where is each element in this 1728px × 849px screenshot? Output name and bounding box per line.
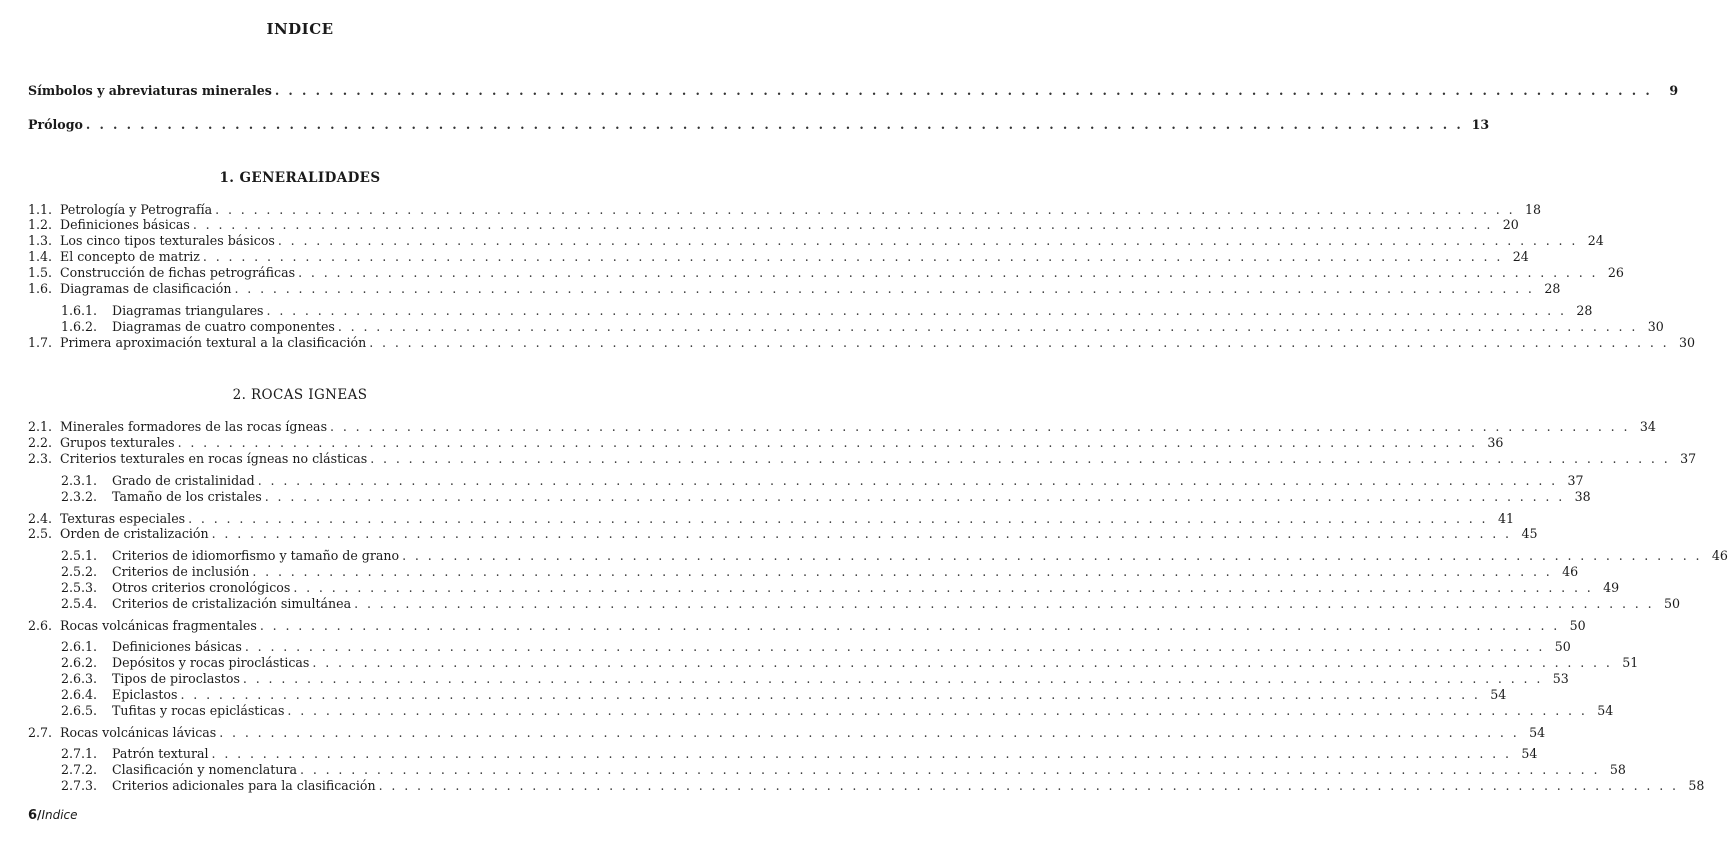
toc-entry-number: 1.6.2. (61, 319, 98, 334)
toc-entry-title: Grado de cristalinidad (112, 473, 255, 488)
toc-entry-title: Patrón textural (112, 746, 209, 761)
toc-subentry (61, 473, 1584, 488)
toc-entry-prologue (28, 117, 1490, 132)
toc-entry-title: Grupos texturales (60, 435, 175, 450)
dot-leader (370, 452, 1670, 466)
toc-entry-title: Criterios de inclusión (112, 564, 250, 579)
toc-entry-page: 18 (1525, 202, 1542, 217)
dot-leader (252, 565, 1552, 579)
toc-subentry (61, 548, 1728, 563)
toc-entry-number: 2.6.1. (61, 639, 98, 654)
toc-entry (28, 419, 1656, 434)
toc-entry-page: 58 (1688, 778, 1705, 793)
toc-entry-title: Símbolos y abreviaturas minerales (28, 83, 272, 98)
toc-subentry (61, 303, 1593, 318)
toc-subentry (61, 762, 1626, 777)
toc-entry-number: 2.3. (28, 451, 53, 466)
section-title-rocas-igneas: 2. ROCAS IGNEAS (232, 387, 368, 403)
dot-leader (298, 266, 1598, 280)
toc-entry-title: Diagramas triangulares (112, 303, 264, 318)
dot-leader (300, 763, 1600, 777)
toc-entry-title: Criterios texturales en rocas ígneas no clásticas (60, 451, 368, 466)
toc-entry-title: Criterios de cristalización simultánea (112, 596, 352, 611)
toc-entry-number: 2.2. (28, 435, 53, 450)
toc-entry-number: 1.4. (28, 249, 53, 264)
toc-entry-page: 28 (1576, 303, 1593, 318)
toc-entry-page: 46 (1711, 548, 1728, 563)
dot-leader (330, 420, 1630, 434)
toc-subentry (61, 319, 1664, 334)
toc-entry-page: 13 (1471, 117, 1490, 132)
toc-entry-title: Otros criterios cronológicos (112, 580, 291, 595)
dot-leader (265, 490, 1565, 504)
toc-entry-number: 2.5.2. (61, 564, 98, 579)
toc-entry-number: 2.3.2. (61, 489, 98, 504)
toc-subentry (61, 580, 1620, 595)
toc-entry (28, 725, 1546, 740)
toc-subentry (61, 489, 1591, 504)
dot-leader (219, 726, 1519, 740)
dot-leader (402, 549, 1702, 563)
toc-entry-number: 1.5. (28, 265, 53, 280)
toc-entry-number: 2.4. (28, 511, 53, 526)
toc-entry (28, 511, 1514, 526)
toc-entry-title: Diagramas de clasificación (60, 281, 232, 296)
toc-entry-number: 1.6.1. (61, 303, 98, 318)
toc-entry-page: 54 (1597, 703, 1614, 718)
toc-entry-page: 34 (1639, 419, 1656, 434)
dot-leader (338, 320, 1638, 334)
toc-entry-page: 45 (1521, 526, 1538, 541)
toc-entry-number: 2.7. (28, 725, 53, 740)
toc-entry-title: Petrología y Petrografía (60, 202, 213, 217)
toc-entry-title: Definiciones básicas (60, 217, 190, 232)
toc-entry-number: 2.5.3. (61, 580, 98, 595)
toc-entry-title: Clasificación y nomenclatura (112, 762, 298, 777)
toc-entry-title: Prólogo (28, 117, 83, 132)
toc-entry-number: 1.2. (28, 217, 53, 232)
dot-leader (215, 203, 1515, 217)
toc-entry-page: 41 (1497, 511, 1514, 526)
dot-leader (260, 619, 1560, 633)
toc-entry-title: Primera aproximación textural a la clasificación (60, 335, 367, 350)
toc-entry (28, 217, 1519, 232)
dot-leader (203, 250, 1503, 264)
toc-subentry (61, 687, 1507, 702)
toc-entry-page: 20 (1502, 217, 1519, 232)
toc-entry (28, 435, 1504, 450)
dot-leader (293, 581, 1593, 595)
toc-entry-number: 1.7. (28, 335, 53, 350)
dot-leader (188, 512, 1488, 526)
toc-entry (28, 526, 1538, 541)
dot-leader (267, 304, 1567, 318)
toc-entry-page: 30 (1679, 335, 1696, 350)
toc-entry-number: 2.7.2. (61, 762, 98, 777)
footer-label: Indice (41, 808, 78, 822)
toc-entry-page: 38 (1574, 489, 1591, 504)
toc-entry-page: 28 (1544, 281, 1561, 296)
dot-leader (369, 336, 1669, 350)
toc-entry-page: 50 (1569, 618, 1586, 633)
dot-leader (86, 118, 1463, 132)
toc-entry-page: 26 (1607, 265, 1624, 280)
page-footer (28, 808, 78, 823)
toc-entry-number: 2.3.1. (61, 473, 98, 488)
toc-subentry (61, 746, 1538, 761)
toc-entry-number: 2.6. (28, 618, 53, 633)
dot-leader (212, 747, 1512, 761)
page-title: INDICE (266, 20, 334, 38)
dot-leader (354, 597, 1654, 611)
toc-entry-title: Texturas especiales (60, 511, 186, 526)
toc-entry-page: 24 (1512, 249, 1529, 264)
toc-subentry (61, 596, 1680, 611)
toc-entry-title: Tipos de piroclastos (112, 671, 240, 686)
toc-entry-number: 1.6. (28, 281, 53, 296)
footer-page-number: 6 (28, 808, 38, 823)
toc-entry-page: 54 (1529, 725, 1546, 740)
toc-entry-page: 54 (1521, 746, 1538, 761)
toc-entry (28, 618, 1586, 633)
toc-entry-title: Tamaño de los cristales (112, 489, 262, 504)
toc-entry (28, 335, 1696, 350)
toc-entry-page: 54 (1490, 687, 1507, 702)
toc-entry-page: 36 (1487, 435, 1504, 450)
toc-entry (28, 249, 1529, 264)
toc-entry (28, 233, 1604, 248)
toc-entry-title: Tufitas y rocas epiclásticas (112, 703, 285, 718)
toc-subentry (61, 564, 1579, 579)
toc-entry-page: 51 (1622, 655, 1639, 670)
dot-leader (287, 704, 1587, 718)
dot-leader (275, 84, 1652, 98)
toc-entry-title: Definiciones básicas (112, 639, 242, 654)
toc-entry-title: Rocas volcánicas fragmentales (60, 618, 257, 633)
toc-entry-page: 50 (1554, 639, 1571, 654)
toc-entry-number: 2.6.5. (61, 703, 98, 718)
toc-entry-page: 49 (1603, 580, 1620, 595)
toc-entry-title: Epiclastos (112, 687, 178, 702)
footer-separator: / (37, 808, 42, 822)
toc-entry-page: 24 (1587, 233, 1604, 248)
dot-leader (312, 656, 1612, 670)
toc-entry-symbols (28, 83, 1679, 98)
dot-leader (258, 474, 1558, 488)
dot-leader (212, 527, 1512, 541)
toc-entry-title: Rocas volcánicas lávicas (60, 725, 217, 740)
toc-entry-title: Minerales formadores de las rocas ígneas (60, 419, 328, 434)
toc-entry-title: Criterios adicionales para la clasificación (112, 778, 376, 793)
toc-entry (28, 265, 1624, 280)
toc-entry-title: Criterios de idiomorfismo y tamaño de grano (112, 548, 400, 563)
dot-leader (278, 234, 1578, 248)
toc-entry-page: 37 (1680, 451, 1697, 466)
toc-entry-page: 53 (1552, 671, 1569, 686)
toc-entry-page: 50 (1663, 596, 1680, 611)
toc-entry-page: 58 (1609, 762, 1626, 777)
toc-entry-page: 9 (1669, 83, 1679, 98)
toc-entry-title: Los cinco tipos texturales básicos (60, 233, 275, 248)
toc-entry-number: 2.6.2. (61, 655, 98, 670)
toc-entry-title: Diagramas de cuatro componentes (112, 319, 335, 334)
toc-entry-title: Depósitos y rocas piroclásticas (112, 655, 310, 670)
toc-entry-number: 1.1. (28, 202, 53, 217)
toc-entry-title: Construcción de fichas petrográficas (60, 265, 296, 280)
toc-entry-number: 2.6.4. (61, 687, 98, 702)
toc-entry-page: 46 (1562, 564, 1579, 579)
toc-entry-number: 2.7.1. (61, 746, 98, 761)
toc-entry-title: Orden de cristalización (60, 526, 209, 541)
toc-entry-number: 2.6.3. (61, 671, 98, 686)
toc-entry-page: 37 (1567, 473, 1584, 488)
dot-leader (234, 282, 1534, 296)
toc-entry-number: 2.5.1. (61, 548, 98, 563)
toc-subentry (61, 703, 1614, 718)
toc-entry-number: 2.7.3. (61, 778, 98, 793)
dot-leader (193, 218, 1493, 232)
dot-leader (245, 640, 1545, 654)
toc-entry-number: 2.5.4. (61, 596, 98, 611)
toc-subentry (61, 655, 1639, 670)
toc-entry (28, 202, 1542, 217)
toc-subentry (61, 639, 1571, 654)
toc-entry (28, 281, 1561, 296)
dot-leader (178, 436, 1478, 450)
dot-leader (379, 779, 1679, 793)
toc-entry-page: 30 (1647, 319, 1664, 334)
toc-entry-number: 1.3. (28, 233, 53, 248)
dot-leader (243, 672, 1543, 686)
section-title-generalidades: 1. GENERALIDADES (219, 170, 381, 186)
toc-entry (28, 451, 1697, 466)
toc-entry-number: 2.1. (28, 419, 53, 434)
dot-leader (180, 688, 1480, 702)
toc-subentry (61, 671, 1569, 686)
toc-entry-number: 2.5. (28, 526, 53, 541)
toc-entry-title: El concepto de matriz (60, 249, 200, 264)
toc-subentry (61, 778, 1705, 793)
